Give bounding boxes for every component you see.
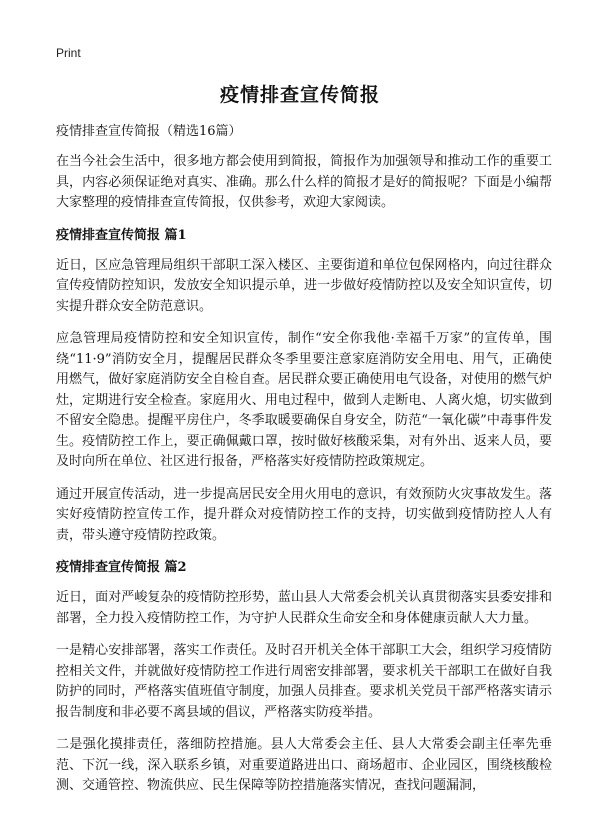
intro-paragraph: 在当今社会生活中，很多地方都会使用到简报，简报作为加强领导和推动工作的重要工具，内容必须保证绝对真实、准确。那么什么样的简报才是好的简报呢？下面是小编帮大家整理的疫情排查宣传简报，仅供参考，欢迎大家阅读。 — [56, 154, 552, 210]
section-2-paragraph-1: 近日，面对严峻复杂的疫情防控形势，蓝山县人大常委会机关认真贯彻落实县委安排和部署，全力投入疫情防控工作，为守护人民群众生命安全和身体健康贡献人大力量。 — [56, 590, 552, 626]
section-heading-2: 疫情排查宣传简报 篇2 — [56, 560, 187, 575]
print-label[interactable]: Print — [56, 46, 81, 60]
section-2-paragraph-3: 二是强化摸排责任，落细防控措施。县人大常委会主任、县人大常委会副主任率先垂范、下沉一线，深入联系乡镇，对重要道路进出口、商场超市、企业园区，围绕核酸检测、交通管控、物流供应、民生保障等防控措施落实情况，查找问题漏洞， — [56, 737, 552, 793]
document-title: 疫情排查宣传简报 — [219, 84, 380, 106]
section-1-paragraph-2: 应急管理局疫情防控和安全知识宣传，制作“安全你我他·幸福千万家”的宣传单，围绕“11·9”消防安全月，提醒居民群众冬季里要注意家庭消防安全用电、用气，正确使用燃气，做好家庭消防安全自检自查。居民群众要正确使用电气设备，对使用的燃气炉灶，定期进行安全检查。家庭用火、用电过程中，做到人走断电、人离火熄，切实做到不留安全隐患。提醒平房住户，冬季取暖要确保自身安全，防范“一氧化碳”中毒事件发生。疫情防控工作上，要正确佩戴口罩，按时做好核酸采集，对有外出、返来人员，要及时向所在单位、社区进行报备，严格落实好疫情防控政策规定。 — [56, 331, 552, 469]
section-1-paragraph-3: 通过开展宣传活动，进一步提高居民安全用火用电的意识，有效预防火灾事故发生。落实好疫情防控宣传工作，提升群众对疫情防控工作的支持，切实做到疫情防控人人有责，带头遵守疫情防控政策。 — [56, 486, 552, 543]
section-heading-1: 疫情排查宣传简报 篇1 — [56, 227, 187, 243]
section-1-paragraph-1: 近日，区应急管理局组织干部职工深入楼区、主要街道和单位包保网格内，向过往群众宣传疫情防控知识，发放安全知识提示单，进一步做好疫情防控以及安全知识宣传，切实提升群众安全防范意识。 — [56, 257, 552, 314]
document-body — [56, 122, 552, 809]
section-2-paragraph-2: 一是精心安排部署，落实工作责任。及时召开机关全体干部职工大会，组织学习疫情防控相关文件，并就做好疫情防控工作进行周密安排部署，要求机关干部职工在做好自我防护的同时，严格落实值班值守制度，加强人员排查。要求机关党员干部严格落实请示报告制度和非必要不离县域的倡议，严格落实防疫举措。 — [56, 643, 552, 720]
document-subtitle: 疫情排查宣传简报（精选16篇） — [56, 124, 242, 139]
